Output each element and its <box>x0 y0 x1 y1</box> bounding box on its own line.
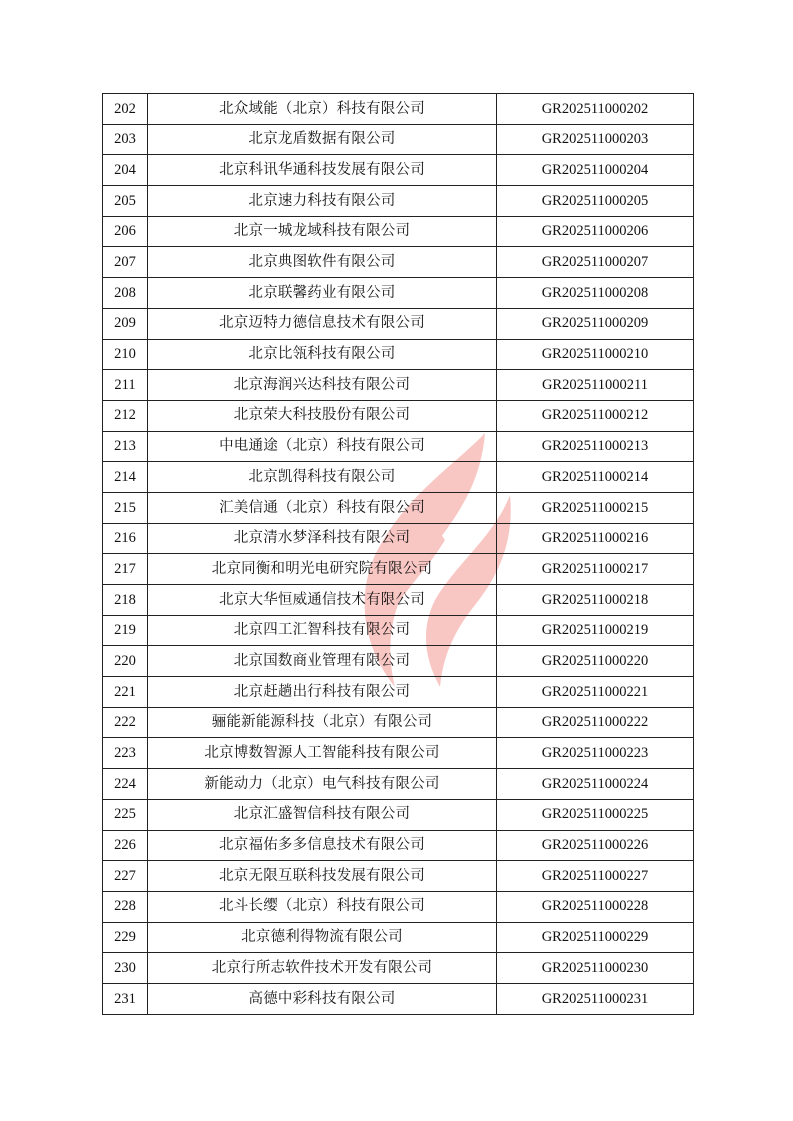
company-name: 北京无限互联科技发展有限公司 <box>148 861 497 892</box>
certificate-number: GR202511000231 <box>497 983 694 1014</box>
row-number: 216 <box>103 523 148 554</box>
row-number: 207 <box>103 247 148 278</box>
company-name: 北斗长缨（北京）科技有限公司 <box>148 891 497 922</box>
table-row <box>103 677 694 708</box>
company-name: 北京速力科技有限公司 <box>148 186 497 217</box>
row-number: 213 <box>103 431 148 462</box>
company-name: 高德中彩科技有限公司 <box>148 983 497 1014</box>
company-name: 北众域能（北京）科技有限公司 <box>148 94 497 125</box>
certificate-number: GR202511000227 <box>497 861 694 892</box>
company-name: 北京德利得物流有限公司 <box>148 922 497 953</box>
table-row <box>103 247 694 278</box>
company-name: 中电通途（北京）科技有限公司 <box>148 431 497 462</box>
company-table <box>102 93 694 1015</box>
row-number: 209 <box>103 308 148 339</box>
company-name: 北京大华恒威通信技术有限公司 <box>148 585 497 616</box>
certificate-number: GR202511000225 <box>497 799 694 830</box>
certificate-number: GR202511000212 <box>497 400 694 431</box>
table-row <box>103 922 694 953</box>
row-number: 219 <box>103 615 148 646</box>
row-number: 206 <box>103 216 148 247</box>
row-number: 220 <box>103 646 148 677</box>
company-name: 北京一城龙域科技有限公司 <box>148 216 497 247</box>
certificate-number: GR202511000202 <box>497 94 694 125</box>
row-number: 227 <box>103 861 148 892</box>
certificate-number: GR202511000210 <box>497 339 694 370</box>
certificate-number: GR202511000204 <box>497 155 694 186</box>
row-number: 230 <box>103 953 148 984</box>
row-number: 214 <box>103 462 148 493</box>
company-name: 北京凯得科技有限公司 <box>148 462 497 493</box>
row-number: 229 <box>103 922 148 953</box>
row-number: 210 <box>103 339 148 370</box>
table-row <box>103 400 694 431</box>
company-name: 北京荣大科技股份有限公司 <box>148 400 497 431</box>
table-row <box>103 278 694 309</box>
table-row <box>103 861 694 892</box>
row-number: 217 <box>103 554 148 585</box>
table-row <box>103 370 694 401</box>
table-row <box>103 830 694 861</box>
company-name: 北京科讯华通科技发展有限公司 <box>148 155 497 186</box>
row-number: 205 <box>103 186 148 217</box>
table-row <box>103 339 694 370</box>
table-row <box>103 492 694 523</box>
row-number: 231 <box>103 983 148 1014</box>
table-row <box>103 769 694 800</box>
company-name: 北京四工汇智科技有限公司 <box>148 615 497 646</box>
company-name: 北京福佑多多信息技术有限公司 <box>148 830 497 861</box>
row-number: 202 <box>103 94 148 125</box>
table-row <box>103 155 694 186</box>
company-name: 北京海润兴达科技有限公司 <box>148 370 497 401</box>
table-row <box>103 554 694 585</box>
row-number: 203 <box>103 124 148 155</box>
company-name: 北京典图软件有限公司 <box>148 247 497 278</box>
company-name: 北京汇盛智信科技有限公司 <box>148 799 497 830</box>
company-name: 北京清水梦泽科技有限公司 <box>148 523 497 554</box>
company-name: 北京行所志软件技术开发有限公司 <box>148 953 497 984</box>
row-number: 226 <box>103 830 148 861</box>
table-row <box>103 953 694 984</box>
table-row <box>103 186 694 217</box>
row-number: 215 <box>103 492 148 523</box>
certificate-number: GR202511000226 <box>497 830 694 861</box>
certificate-number: GR202511000206 <box>497 216 694 247</box>
company-name: 北京博数智源人工智能科技有限公司 <box>148 738 497 769</box>
certificate-number: GR202511000230 <box>497 953 694 984</box>
certificate-number: GR202511000228 <box>497 891 694 922</box>
certificate-number: GR202511000229 <box>497 922 694 953</box>
company-name: 北京比瓴科技有限公司 <box>148 339 497 370</box>
row-number: 222 <box>103 707 148 738</box>
certificate-number: GR202511000217 <box>497 554 694 585</box>
table-row <box>103 891 694 922</box>
certificate-number: GR202511000219 <box>497 615 694 646</box>
certificate-number: GR202511000207 <box>497 247 694 278</box>
certificate-number: GR202511000220 <box>497 646 694 677</box>
certificate-number: GR202511000224 <box>497 769 694 800</box>
table-row <box>103 523 694 554</box>
certificate-number: GR202511000222 <box>497 707 694 738</box>
certificate-number: GR202511000221 <box>497 677 694 708</box>
table-row <box>103 462 694 493</box>
company-name: 北京联馨药业有限公司 <box>148 278 497 309</box>
certificate-number: GR202511000209 <box>497 308 694 339</box>
table-row <box>103 94 694 125</box>
table-row <box>103 431 694 462</box>
table-row <box>103 646 694 677</box>
certificate-number: GR202511000213 <box>497 431 694 462</box>
table-row <box>103 308 694 339</box>
certificate-number: GR202511000223 <box>497 738 694 769</box>
table-row <box>103 738 694 769</box>
certificate-number: GR202511000205 <box>497 186 694 217</box>
row-number: 211 <box>103 370 148 401</box>
table-row <box>103 983 694 1014</box>
company-name: 骊能新能源科技（北京）有限公司 <box>148 707 497 738</box>
company-name: 北京赶趟出行科技有限公司 <box>148 677 497 708</box>
row-number: 224 <box>103 769 148 800</box>
company-name: 北京国数商业管理有限公司 <box>148 646 497 677</box>
company-name: 北京龙盾数据有限公司 <box>148 124 497 155</box>
certificate-number: GR202511000211 <box>497 370 694 401</box>
certificate-number: GR202511000208 <box>497 278 694 309</box>
row-number: 208 <box>103 278 148 309</box>
row-number: 204 <box>103 155 148 186</box>
table-row <box>103 216 694 247</box>
table-row <box>103 707 694 738</box>
company-name: 新能动力（北京）电气科技有限公司 <box>148 769 497 800</box>
certificate-number: GR202511000203 <box>497 124 694 155</box>
row-number: 212 <box>103 400 148 431</box>
table-row <box>103 615 694 646</box>
certificate-number: GR202511000218 <box>497 585 694 616</box>
certificate-number: GR202511000216 <box>497 523 694 554</box>
table-row <box>103 585 694 616</box>
table-row <box>103 124 694 155</box>
row-number: 218 <box>103 585 148 616</box>
table-row <box>103 799 694 830</box>
company-name: 汇美信通（北京）科技有限公司 <box>148 492 497 523</box>
row-number: 223 <box>103 738 148 769</box>
row-number: 225 <box>103 799 148 830</box>
certificate-number: GR202511000215 <box>497 492 694 523</box>
company-name: 北京同衡和明光电研究院有限公司 <box>148 554 497 585</box>
row-number: 228 <box>103 891 148 922</box>
company-name: 北京迈特力德信息技术有限公司 <box>148 308 497 339</box>
certificate-number: GR202511000214 <box>497 462 694 493</box>
row-number: 221 <box>103 677 148 708</box>
